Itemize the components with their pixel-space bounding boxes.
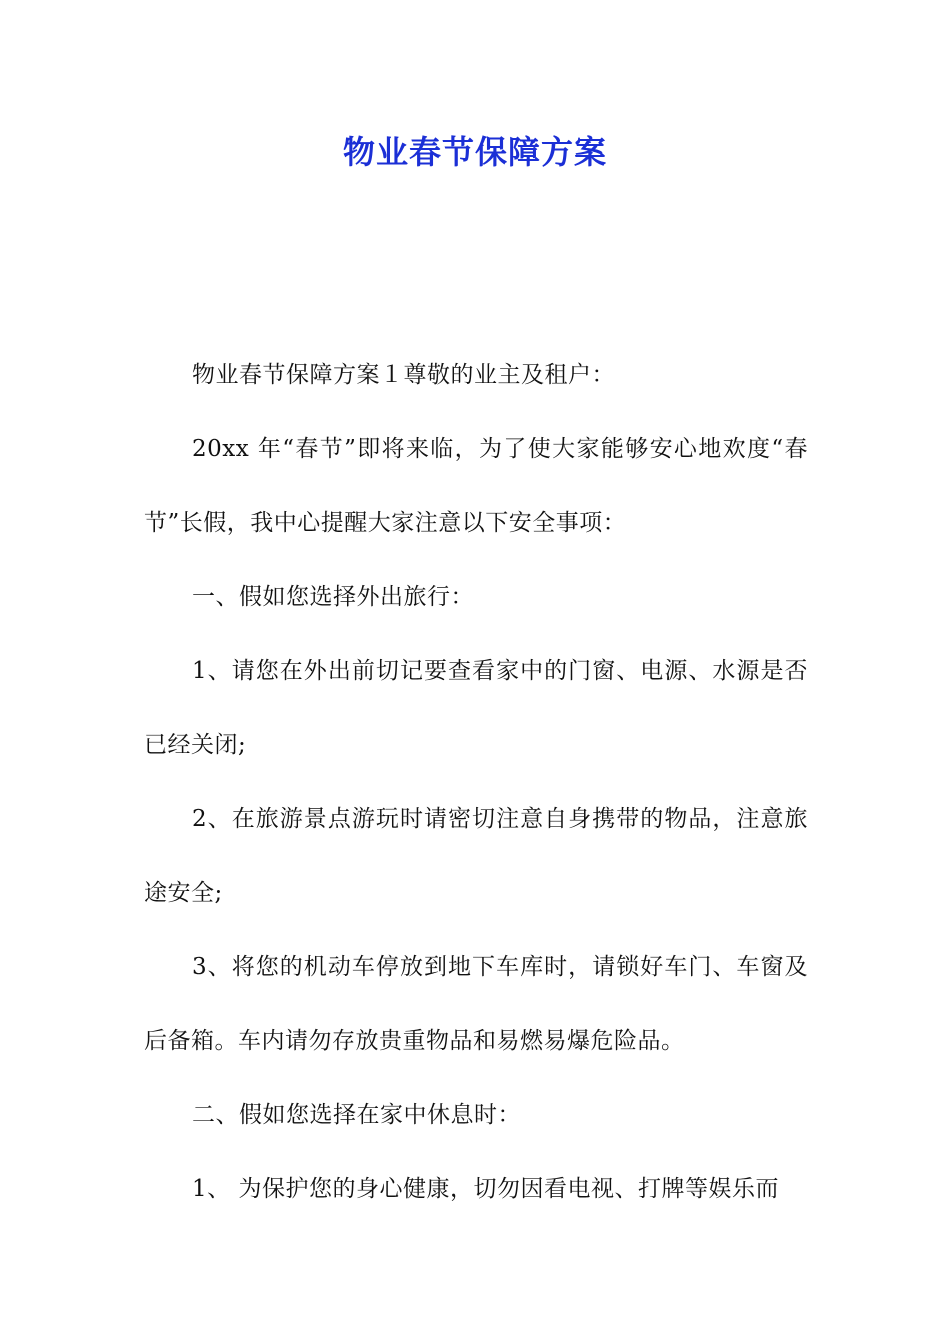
list-item-travel-1: 1、请您在外出前切记要查看家中的门窗、电源、水源是否已经关闭;: [144, 658, 808, 758]
paragraph-intro: 20xx 年“春节”即将来临，为了使大家能够安心地欢度“春节”长假，我中心提醒大家注意以下安全事项：: [144, 436, 808, 536]
list-item-home-1: 1、 为保护您的身心健康，切勿因看电视、打牌等娱乐而: [192, 1176, 779, 1202]
paragraph-greeting: 物业春节保障方案１尊敬的业主及租户：: [192, 362, 615, 388]
document-title: 物业春节保障方案: [342, 133, 607, 171]
section-heading-travel: 一、假如您选择外出旅行：: [192, 584, 474, 610]
section-heading-home: 二、假如您选择在家中休息时：: [192, 1102, 521, 1128]
document-body: [144, 338, 808, 1226]
list-item-travel-3: 3、将您的机动车停放到地下车库时，请锁好车门、车窗及后备箱。车内请勿存放贵重物品和易燃易爆危险品。: [144, 954, 808, 1054]
list-item-travel-2: 2、在旅游景点游玩时请密切注意自身携带的物品，注意旅途安全;: [144, 806, 808, 906]
